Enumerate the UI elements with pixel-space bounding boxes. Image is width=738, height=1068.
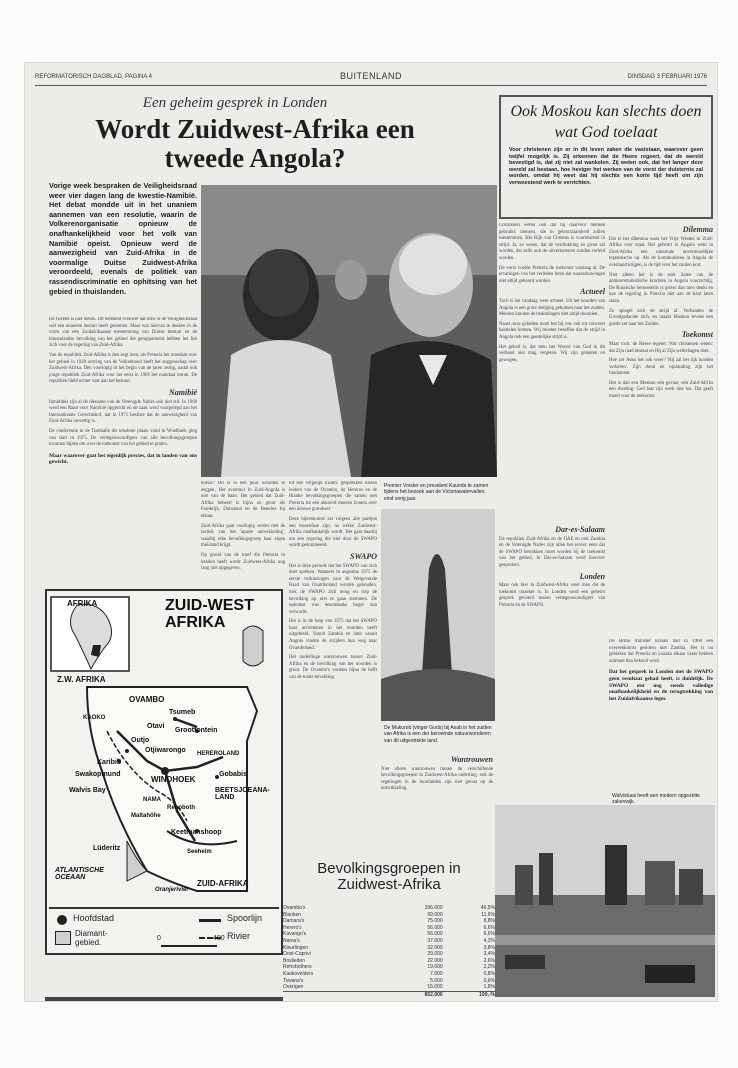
article-paragraph: hoezo? Dit is in een puur woorden te zeggen. Het avontuur in Zuid-Angola is niet van de baan. Het gebied dat Zuid-Afrika beheert is bijna zo groot als Frankrijk, Duitsland en de Benelux bij elkaar. (201, 481, 285, 519)
table-row (283, 958, 495, 965)
table-cell-group: Overigen (283, 984, 304, 991)
sidebar-paragraph: Niet alleen het is de stok Salen van de antikommunistische krachten in Angola voorzichtig. De Russische bemoeienis is groter dan men denkt en kan de regering in Pretoria niet aan de kant laten staan. (609, 272, 713, 304)
map-label-zuid-afrika: ZUID-AFRIKA (197, 879, 249, 888)
subheading-toekomst: Toekomst (681, 330, 713, 340)
table-cell-percent: 6,6% (483, 924, 495, 931)
subheading-londen: Londen (579, 571, 605, 581)
table-row (283, 945, 495, 952)
photo-caption-3: Walvisbaai heeft een modern opgezette zakenwijk. (609, 791, 713, 808)
photo-mukurob-image (381, 509, 495, 721)
table-cell-group: Kaokovelders (283, 970, 314, 977)
table-cell-percent: 11,6% (481, 911, 495, 918)
sidebar-paragraph: De Britse minister Ennals had in 1968 een overeenkomst gesloten met Zambia. Het is nu gebleken dat Pretoria en Lusaka elkaar vaker hebben ontmoet dan bekend werd. (609, 639, 713, 664)
sidebar-paragraph-bold: Dat het gesprek in Londen met de SWAPO geen resultaat gehad heeft, is duidelijk. De SWAPO eist nog steeds volledige onafhankelijkheid en de terugtrekking van het Zuidafrikaanse leger. (609, 669, 713, 702)
map-zuidwest-afrika (45, 589, 283, 955)
table-cell-group: Nama's (283, 937, 300, 944)
header-section: BUITENLAND (339, 71, 402, 81)
map-label-otavi: Otavi (147, 723, 165, 730)
map-label-oranjerivier: Oranjerivier (155, 887, 189, 893)
table-row-total (283, 991, 495, 998)
map-label-nama: NAMA (143, 797, 161, 803)
table-cell-percent: 4,3% (483, 937, 495, 944)
sidebar-lead: Voor christenen zijn er in dit leven zaken die vaststaan, waarover geen twijfel mogelijk is. Zij erkennen dat de Heere regeert, dat de wereld bevestigd is, dat zij niet zal wankelen. Zij weten ook, dat het langer deze wereld zal bestaan, hoe heviger het werken van de vorst der duisternis zal worden, omdat hij weet dat hij slechts een korte tijd heeft om zijn verwoestend werk te verrichten. (509, 147, 703, 186)
table-row (283, 938, 495, 945)
map-label-beetsjoeanaland: BEETSJOEANA-LAND (215, 787, 270, 801)
table-cell-count: 32.000 (427, 944, 443, 951)
scale-end: 400 (213, 935, 225, 942)
scale-start: 0 (157, 935, 161, 942)
article-column-3 (289, 481, 377, 855)
table-cell-count: 99.000 (427, 911, 443, 918)
table-cell-count: 29.000 (427, 951, 443, 958)
article-column-1 (49, 317, 197, 585)
table-cell-count: 56.000 (427, 931, 443, 938)
table-row (283, 978, 495, 985)
article-paragraph: Het is in de loop van 1975 dat het SWAPO haar activiteiten in het noorden heeft uitgebreid. Vanuit Zambia en later vanuit Angola vinden de strijders hun weg naar Ovamboland. (289, 619, 377, 651)
map-label-maltahohe: Maltahöhe (131, 813, 161, 819)
table-row (283, 984, 495, 991)
subheading-wantrouwen: Wantrouwen (450, 755, 493, 764)
map-label-tsumeb: Tsumeb (169, 709, 196, 716)
table-row (283, 912, 495, 919)
subheading-dar-es-salaam: Dar-es-Salaam (555, 525, 605, 534)
table-cell-count: 5.000 (430, 977, 443, 984)
sidebar-paragraph: Toch is het vandaag weer actueel. Uit het noorden van Angola is een grote dreiging gekomen naar het zuiden. Mensen kunnen de bedoelingen niet altijd doorzien. (499, 298, 605, 318)
article-paragraph: Het is deze periode dat het SWAPO van zich doet spreken. Wanneer in augustus 1975 de eerste verkiezingen voor de Wetgevende Raad van Ovamboland werden gehouden, trok de SWAPO zich terug en riep de bevolking op niet te gaan stemmen. De opkomst was desondanks hoger dan verwacht. (289, 563, 377, 615)
table-row (283, 971, 495, 978)
table-cell-percent: 2,2% (483, 964, 495, 971)
table-cell-count: 396.000 (424, 905, 443, 911)
table-cell-percent: 6,6% (483, 931, 495, 938)
article-paragraph: Niet alleen wantrouwen tussen de verschillende bevolkingsgroepen in Zuidwest-Afrika onderling, ook de regeringen in de buurlanden zijn niet gerust op de ontwikkeling. (381, 766, 493, 792)
article-paragraph: Op grond van de troef die Pretoria in handen heeft wordt Zuidwest-Afrika nog lang niet opgegeven. (201, 552, 285, 572)
table-row (283, 931, 495, 938)
map-label-swakopmund: Swakopmund (75, 771, 121, 778)
article-paragraph: De tweede is niet nieuw. Dit betekent evenwel dat men in de Veiligheidsraad wél een unaniem besluit heeft genomen. Maar wat hiervan te denken in de vorm van een Zuidafrikaanse toestemming van Duitse bestuur en de binnenlandse bevolking van het gebied die gerapporteerd hebben het feit zich voor de regering van Zuid-Afrika. (49, 317, 197, 349)
article-headline: Wordt Zuidwest-Afrika een tweede Angola? (95, 114, 415, 173)
map-label-afrika: AFRIKA (67, 599, 98, 608)
article-paragraph: Zuid-Afrika gaat voorlopig verder met de tactiek van het 'aparte ontwikkeling', waarbij elke bevolkingsgroep haar eigen thuisland krijgt. (201, 523, 285, 549)
table-total-percent: 100,-% (443, 991, 495, 998)
sidebar-paragraph: De vorst voelde Pretoria de toekomst vandaag al. De ervaringen van het verleden leren dat waarschuwingen niet altijd gehoord worden. (499, 265, 605, 284)
subheading-swapo: SWAPO (350, 551, 377, 561)
map-title-line-1: ZUID-WEST (165, 597, 254, 614)
map-label-zw-afrika: Z.W. AFRIKA (57, 675, 106, 684)
sidebar-paragraph: Dat is het dilemma waar het Vrije Westen in Zuid-Afrika voor staat. Het gebeurt in Angola wekt in Zuid-Afrika een uitermate onvermoedlijke tegenreactie op. Als de kommunisten in Angola de overhand krijgen, is de tijd voor het zuiden kort. (609, 236, 713, 268)
map-label-hereroland: HEREROLAND (197, 751, 240, 757)
table-row (283, 905, 495, 912)
table-cell-percent: 2,6% (483, 957, 495, 964)
table-cell-percent: 46,5% (480, 905, 495, 911)
sidebar-column-1 (499, 223, 605, 515)
sidebar-paragraph: Het gebod is, dat men het Woord van God in dit verband niet mag vergeten. Wij zijn gemeten en gewogen. (499, 344, 605, 363)
subheading-namibie: Namibië (169, 387, 197, 397)
table-cell-count: 19.000 (427, 964, 443, 971)
table-cell-count: 15.000 (427, 984, 443, 991)
photo-walvisbaai-image (495, 805, 715, 997)
article-paragraph: Inmiddels zijn al de dienaren van de Verenigde Naties ook niet stil. In 1968 werd een Raad voor Namibië opgericht en de zaak werd voorgelegd aan het Internationale Gerechtshof, dat in 1971 besliste dat de aanwezigheid van Zuid-Afrika onwettig is. (49, 399, 197, 425)
capital-legend-icon (57, 915, 67, 925)
header-rule (35, 85, 707, 86)
railway-legend-icon (199, 919, 221, 922)
table-row (283, 918, 495, 925)
article-paragraph: De republiek Zuid-Afrika en de OAE en ook Zambia en de Verenigde Naties zijn allen het erover eens dat de SWAPO betrokken moet worden bij de toekomst van het gebied. In Dar-es-Salaam werd hierover gesproken. (499, 536, 605, 568)
sidebar-paragraph: Zo spiegel zich de strijd af. Verbanden de Grondgedachte zich, en maakt Moskou tevens een goede zet naar het Zuiden. (609, 308, 713, 327)
table-cell-count: 56.000 (427, 924, 443, 931)
map-title (165, 597, 254, 631)
sidebar-paragraph: Hoe zet Jezus het ook weer? 'Hij zal het rijk houden verkeren'. Zijn dood en opstanding zijn het fundament. (609, 358, 713, 377)
table-cell-group: Herero's (283, 924, 302, 931)
legend-desert-label: Diamant-gebied. (75, 929, 108, 947)
population-table-title: Bevolkingsgroepen in Zuidwest-Afrika (317, 860, 461, 893)
table-cell-percent: 0,6% (483, 977, 495, 984)
table-cell-count: 7.000 (430, 970, 443, 977)
table-row (283, 964, 495, 971)
map-label-otjiwarongo: Otjiwarongo (145, 747, 186, 754)
subheading-dilemma: Dilemma (682, 225, 713, 234)
map-label-atlantische-oceaan: ATLANTISCHE OCEAAN (55, 867, 104, 881)
table-cell-percent: 0,8% (483, 970, 495, 977)
sidebar-paragraph: Christenen weten ook dat hij daarvoor mensen gebruikt: mensen, die in gehoorzaamheid zullen toestemmen. Het Rijk van Christus is voortdurend in strijd. Ja, zo weten, dat de verdrukking zo groot zal worden, dat zelfs ook de uitverkorenen zouden verleid worden. (499, 223, 605, 261)
map-label-walvis-bay: Walvis Bay (69, 787, 106, 794)
table-cell-group: Blanken (283, 911, 302, 918)
map-label-seeheim: Seeheim (187, 849, 212, 855)
subheading-actueel: Actueel (580, 287, 605, 297)
map-title-line-2: AFRIKA (165, 614, 226, 631)
map-label-rehoboth: Rehoboth (167, 805, 195, 811)
table-cell-group: Kavango's (283, 931, 307, 938)
article-paragraph: Van de republiek Zuid-Afrika is den zegt men, als Pretoria het mandaat over het gebied in 1920 ontving van de Volkenbond heeft het zeggenschap over Zuidwest-Afrika. Den voorlopig in het begin van de jaren zestig, nadat ook jonge republiek Zuid-Afrika voor het eerst in 1966 het mandaat introk. De republiek hield echter vast aan het bestuur. (49, 352, 197, 385)
article-paragraph: De conferentie in de Turnhalle die tenslotte plaats vond in Windhoek ging van start in 1975. De vertegenwoordigers van alle bevolkingsgroepen kwamen bijeen om over de toekomst van het gebied te praten. (49, 428, 197, 448)
sidebar-paragraph: Maar toch: de Heere regeert. Wat christenen weten: dat Zijn raad bestaat en Hij al Zijn welbehagen doet. (609, 341, 713, 354)
table-cell-empty (283, 991, 383, 998)
header-paper-name: REFORMATORISCH DAGBLAD, PAGINA 4 (35, 74, 153, 80)
legend-capital-label: Hoofdstad (73, 913, 115, 923)
photo-mukurob (381, 509, 495, 721)
table-row (283, 951, 495, 958)
table-cell-group: Tswana's (283, 977, 304, 984)
table-row (283, 925, 495, 932)
map-label-ovambo: OVAMBO (129, 695, 165, 704)
sidebar-title: Ook Moskou kan slechts doen wat God toelaat (510, 103, 702, 141)
map-label-luderitz: Lüderitz (93, 845, 121, 852)
table-cell-group: Rehobothers (283, 964, 312, 971)
diamond-area-legend-icon (55, 931, 71, 945)
article-paragraph: Deze bijeenkomst zal volgens alle partijen een tussenfase zijn, na welke Zuidwest-Afrika onafhankelijk wordt. Het gaat daarbij om een regering die niet door de SWAPO wordt gedomineerd. (289, 516, 377, 549)
table-cell-group: Kleurlingen (283, 944, 309, 951)
article-column-5 (499, 523, 605, 801)
map-label-keetmanshoop: Keetmanshoop (171, 829, 222, 836)
article-paragraph: tot een vergelijk kwam: gesprekken tussen leiders van de Ovambo, de Hereros en de Blanke bevolkingsgroepen die samen met Pretoria tot een akkoord moeten komen over een nieuwe grondwet. (289, 481, 377, 513)
photo-vorster-kaunda (201, 185, 497, 477)
article-lead: Vorige week bespraken de Veiligheidsraad weer vier dagen lang de kwestie-Namibië. Het debat mondde uit in het unaniem aannemen van een resolutie, waarin de Volkerenorganisatie opnieuw de onafhankelijkheid voor het volk van Namibië opeist. Opnieuw werd de aanwezigheid van Zuid-Afrika in de voormalige Duitse Zuidwest-Afrika veroordeeld, evenals de politiek van rassendiscriminatie en ophitsing van het gebied in thuislanden. (49, 181, 197, 296)
table-cell-group: Boslieden (283, 957, 305, 964)
table-cell-percent: 8,8% (483, 918, 495, 925)
photo-walvisbaai (495, 805, 715, 997)
table-total-count: 852.000 (383, 991, 443, 998)
sidebar-title-box (499, 95, 713, 219)
map-legend (49, 907, 279, 953)
article-column-2 (201, 481, 285, 599)
article-paragraph-bold: Maar waarover gaat het eigenlijk precies, dat in landen van ons gewicht. (49, 452, 197, 466)
article-column-4 (381, 753, 493, 857)
article-paragraph: Het onderlinge wantrouwen tussen Zuid-Afrika en de bevolking van het noorden is groot. De Ovambo's vormen bijna de helft van de totale bevolking. (289, 655, 377, 681)
sidebar-column-2 (609, 223, 713, 633)
map-label-grootfontein: Grootfontein (175, 727, 218, 734)
map-label-gobabis: Gobabis (219, 771, 248, 778)
sidebar-paragraph: Naast onze gebeden moet het bij ons ook tot concreet handelen komen. Wij moeten beseffen dat de strijd in Angola ook een geestelijke strijd is. (499, 321, 605, 340)
newspaper-page (24, 62, 718, 1002)
map-label-karibib: Karibib (97, 759, 122, 766)
legend-railway-label: Spoorlijn (227, 913, 263, 923)
article-paragraph: Maar ook hier in Zuidwest-Afrika weet men dat de toekomst onzeker is. In Londen werd een geheim gesprek gevoerd tussen vertegenwoordigers van Pretoria en de SWAPO. (499, 583, 605, 608)
scale-bar-icon (161, 945, 217, 947)
table-cell-group: Oost-Caprivi (283, 951, 311, 958)
photo-caption-2: De Mukurob (vinger Gods) bij Asab in het zuiden van Afrika is een der beroemde natuurwonderen van dit uitgestrekte land. (381, 723, 495, 746)
map-label-outjo: Outjo (131, 737, 150, 744)
map-label-windhoek: WINDHOEK (151, 775, 196, 784)
legend-river-label: Rivier (227, 931, 251, 941)
article-kicker: Een geheim gesprek in Londen (142, 95, 328, 111)
table-cell-count: 22.000 (427, 957, 443, 964)
photo-caption-1: Premier Vorster en president Kaunda te zamen tijdens het bezoek aan de Victoriawatervallen, eind vorig jaar. (381, 481, 497, 504)
sidebar-paragraph: Het is dan een Moskou een gevaar, een Zuid-Afrika een dwaling: God laat zijn werk niet los. Dat geeft moed voor de toekomst. (609, 380, 713, 400)
sidebar-column-3 (609, 639, 713, 789)
map-label-kaoko: KAOKO (83, 715, 106, 721)
table-cell-percent: 1,8% (483, 984, 495, 991)
table-cell-percent: 3,4% (483, 951, 495, 958)
table-cell-count: 37.000 (427, 937, 443, 944)
population-table (283, 905, 495, 998)
table-cell-group: Damara's (283, 918, 305, 925)
page-header (35, 71, 707, 85)
table-cell-group: Ovambo's (283, 905, 306, 911)
population-table-box (283, 861, 495, 1001)
header-date: DINSDAG 3 FEBRUARI 1976 (627, 74, 707, 80)
table-cell-count: 75.000 (427, 918, 443, 925)
map-bottom-bar (45, 997, 283, 1001)
table-cell-percent: 3,8% (483, 944, 495, 951)
photo-vorster-kaunda-image (201, 185, 497, 477)
